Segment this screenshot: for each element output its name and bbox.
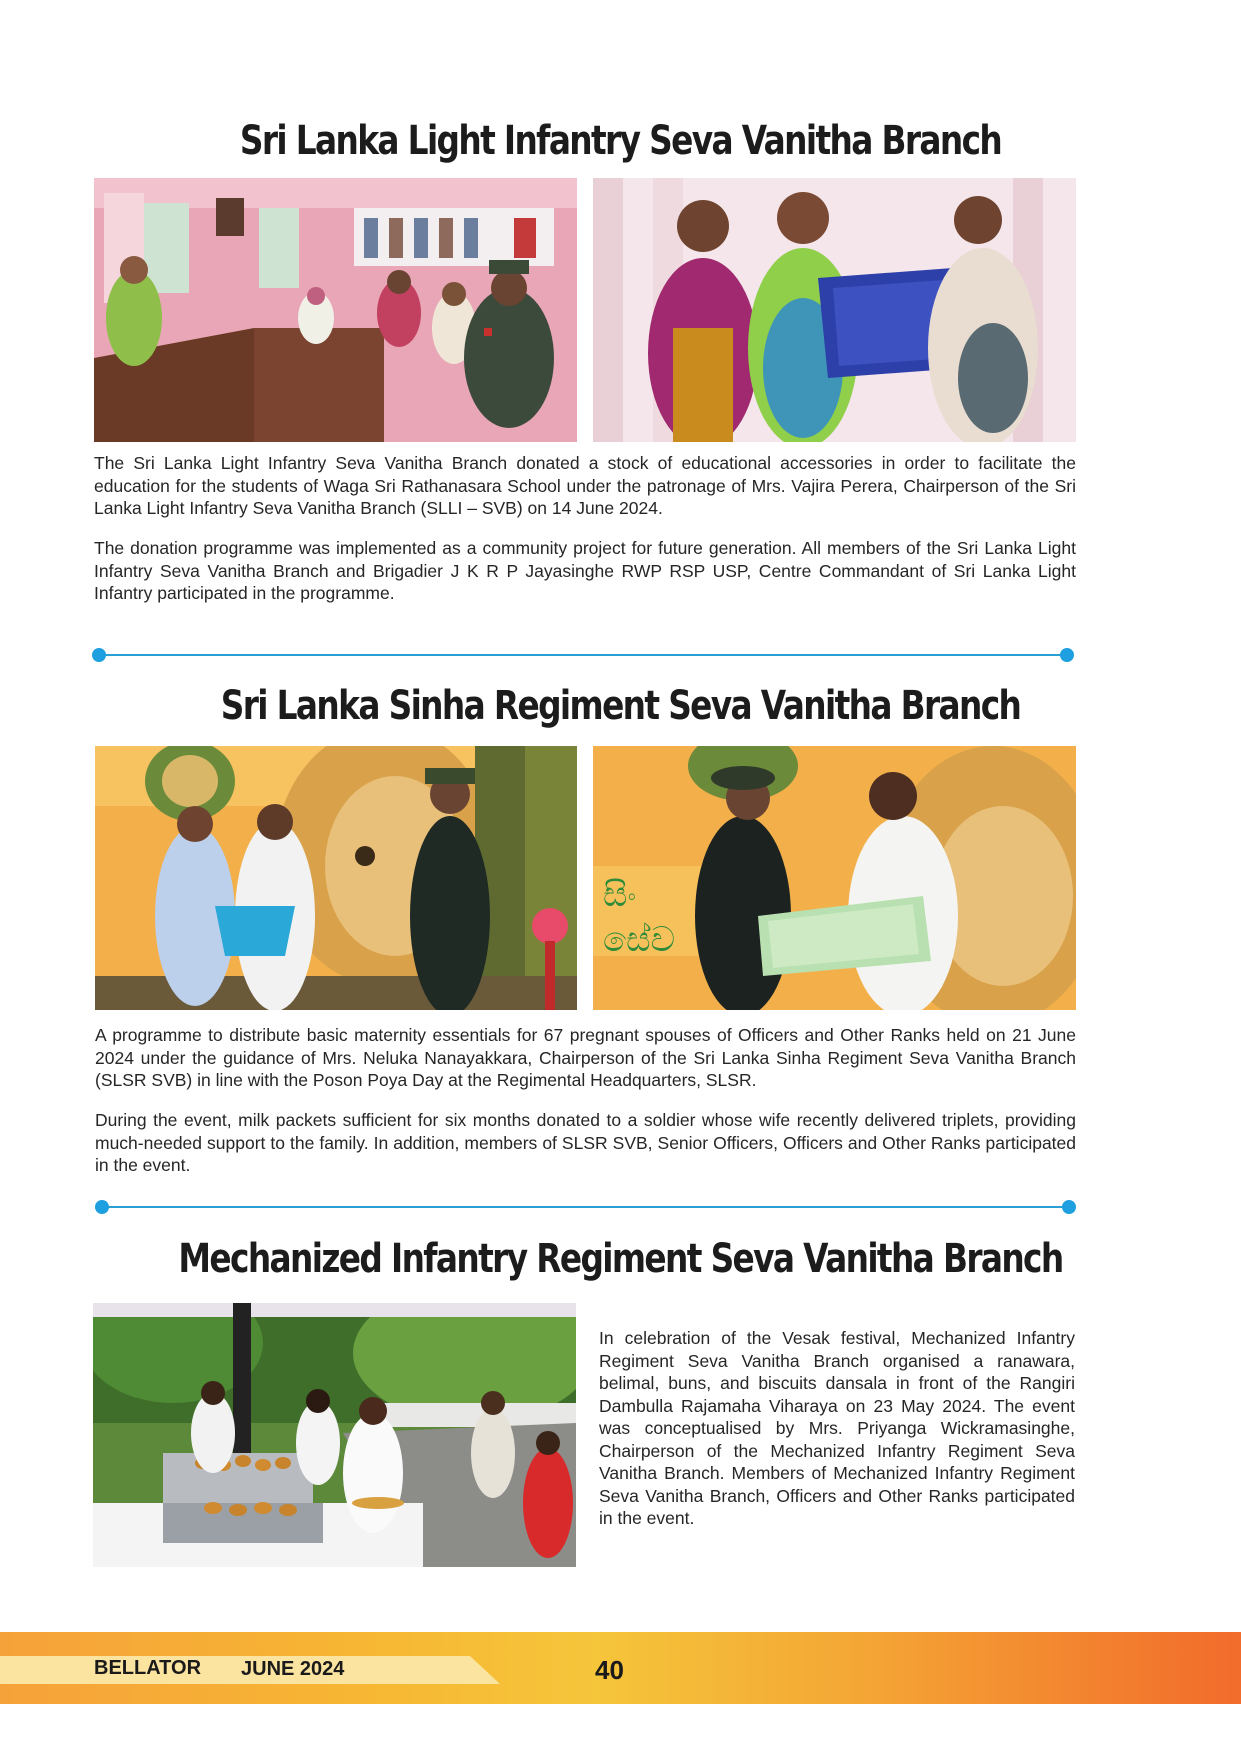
section-1-paragraph-1: The Sri Lanka Light Infantry Seva Vanitha Branch donated a stock of educational accessories in order to facilitate the education for the students of Waga Sri Rathanasara School under the patronage of Mrs. Vajira Perera, Chairperson of the Sri Lanka Light Infantry Seva Vanitha Branch (SLLI – SVB) on 14 June 2024.	[94, 453, 1076, 518]
photo-slsr-gift-handover	[593, 746, 1076, 1010]
divider-1-right-dot	[1060, 648, 1074, 662]
footer-publication-name: BELLATOR	[94, 1657, 202, 1679]
divider-2-left-dot	[95, 1200, 109, 1214]
photo-slsr-maternity-distribution	[95, 746, 577, 1010]
section-2-title: Sri Lanka Sinha Regiment Seva Vanitha Branch	[220, 683, 1021, 729]
section-1-title: Sri Lanka Light Infantry Seva Vanitha Branch	[239, 118, 1002, 164]
section-divider-1	[100, 654, 1066, 656]
photo-slli-donation-handover	[593, 178, 1076, 442]
section-divider-2	[102, 1206, 1068, 1208]
divider-1-left-dot	[92, 648, 106, 662]
section-3-paragraph-1: In celebration of the Vesak festival, Mechanized Infantry Regiment Seva Vanitha Branch organised a ranawara, belimal, buns, and biscuits dansala in front of the Rangiri Dambulla Rajamaha Viharaya on 23 May 2024. The event was conceptualised by Mrs. Priyanga Wickramasinghe, Chairperson of the Mechanized Infantry Regiment Seva Vanitha Branch. Members of Mechanized Infantry Regiment Seva Vanitha Branch, Officers and Other Ranks participated in the event.	[599, 1328, 1075, 1528]
photo-mir-vesak-dansala	[93, 1303, 576, 1567]
divider-2-right-dot	[1062, 1200, 1076, 1214]
svg-text:සේව: සේව	[603, 920, 676, 960]
footer-page-number: 40	[595, 1655, 624, 1685]
section-1-paragraph-2: The donation programme was implemented as a community project for future generation. All members of the Sri Lanka Light Infantry Seva Vanitha Branch and Brigadier J K R P Jayasinghe RWP RSP USP, Centre Commandant of Sri Lanka Light Infantry participated in the programme.	[94, 538, 1076, 603]
section-3-title: Mechanized Infantry Regiment Seva Vanitha Branch	[178, 1236, 1063, 1282]
section-2-paragraph-2: During the event, milk packets sufficient for six months donated to a soldier whose wife recently delivered triplets, providing much-needed support to the family. In addition, members of SLSR SVB, Senior Officers, Officers and Other Ranks participated in the event.	[95, 1110, 1076, 1175]
section-2-paragraph-1: A programme to distribute basic maternity essentials for 67 pregnant spouses of Officers and Other Ranks held on 21 June 2024 under the guidance of Mrs. Neluka Nanayakkara, Chairperson of the Sri Lanka Sinha Regiment Seva Vanitha Branch (SLSR SVB) in line with the Poson Poya Day at the Regimental Headquarters, SLSR.	[95, 1025, 1076, 1090]
svg-text:සිං: සිං	[603, 875, 637, 915]
footer-issue-date: JUNE 2024	[241, 1658, 345, 1680]
photo-slli-office-meeting	[94, 178, 577, 442]
